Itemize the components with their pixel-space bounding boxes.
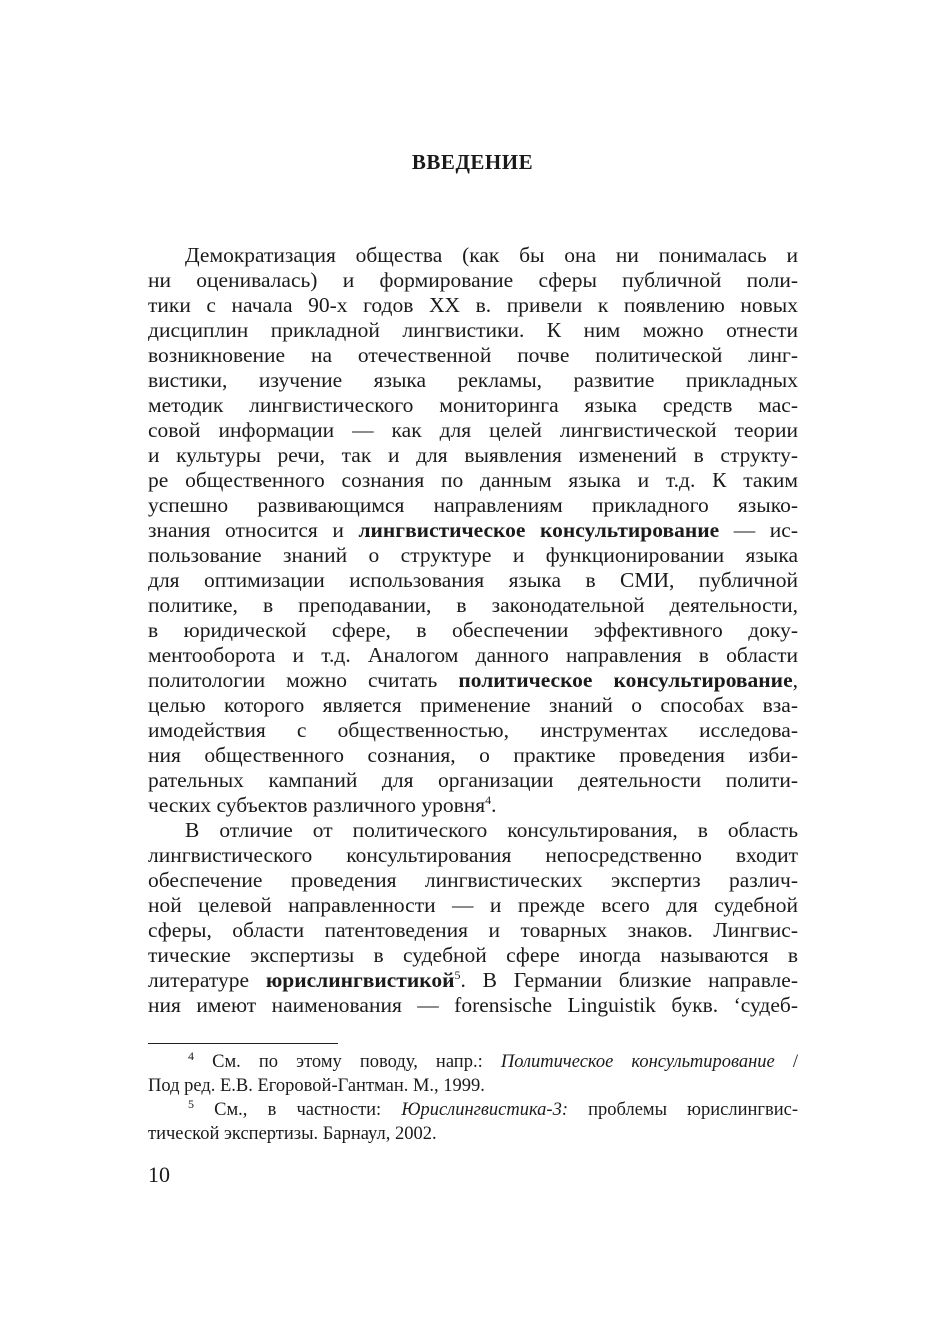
text-line: пользование знаний о структуре и функционировании языка bbox=[148, 543, 798, 567]
text-line: возникновение на отечественной почве политической линг- bbox=[148, 343, 798, 367]
term-jurislinguistics: юрислингвистикой bbox=[265, 968, 455, 992]
footnote-4-continuation: Под ред. Е.В. Егоровой-Гантман. М., 1999. bbox=[148, 1076, 485, 1096]
footnote-text: проблемы юрислингвис- bbox=[567, 1100, 798, 1120]
text-line: для оптимизации использования языка в СМИ, публичной bbox=[148, 568, 798, 592]
footnote-4 bbox=[148, 1050, 798, 1074]
footnote-divider bbox=[148, 1043, 338, 1044]
text-line: ни оценивалась) и формирование сферы публичной поли- bbox=[148, 268, 798, 292]
text-line: лингвистического консультирования непосредственно входит bbox=[148, 843, 798, 867]
text-run: . bbox=[491, 793, 497, 817]
text-line: вистики, изучение языка рекламы, развитие прикладных bbox=[148, 368, 798, 392]
text-line bbox=[148, 518, 798, 543]
text-line: имодействия с общественностью, инструментах исследова- bbox=[148, 718, 798, 742]
text-run: политологии можно считать bbox=[148, 668, 459, 692]
footnote-marker: 5 bbox=[188, 1096, 194, 1111]
text-line: ной целевой направленности — и прежде всего для судебной bbox=[148, 893, 798, 917]
text-run: знания относится и bbox=[148, 518, 359, 542]
footnote-title: Политическое консультирование bbox=[500, 1052, 775, 1072]
text-line: совой информации — как для целей лингвистической теории bbox=[148, 418, 798, 442]
text-line: дисциплин прикладной лингвистики. К ним можно отнести bbox=[148, 318, 798, 342]
text-run: . В Германии близкие направле- bbox=[460, 968, 798, 992]
footnote-ref-4[interactable]: 4 bbox=[485, 792, 492, 807]
text-line: ния имеют наименования — forensische Linguistik букв. ‘судеб- bbox=[148, 993, 798, 1017]
text-run: литературе bbox=[148, 968, 266, 992]
footnote-text: / bbox=[774, 1052, 799, 1072]
text-line: рательных кампаний для организации деятельности полити- bbox=[148, 768, 798, 792]
text-line bbox=[148, 668, 798, 693]
text-line: В отличие от политического консультирования, в область bbox=[185, 818, 798, 842]
text-line: тические экспертизы в судебной сфере иногда называются в bbox=[148, 943, 798, 967]
text-line bbox=[148, 793, 798, 818]
text-line: в юридической сфере, в обеспечении эффективного доку- bbox=[148, 618, 798, 642]
footnote-5 bbox=[148, 1098, 798, 1122]
text-run: , bbox=[792, 668, 798, 692]
text-line: тики с начала 90-х годов XX в. привели к появлению новых bbox=[148, 293, 798, 317]
text-line: ментооборота и т.д. Аналогом данного направления в области bbox=[148, 643, 798, 667]
text-line bbox=[148, 968, 798, 993]
text-run: — ис- bbox=[719, 518, 798, 542]
text-line: успешно развивающимся направлениям прикладного языко- bbox=[148, 493, 798, 517]
chapter-heading: ВВЕДЕНИЕ bbox=[411, 150, 534, 174]
text-line: и культуры речи, так и для выявления изменений в структу- bbox=[148, 443, 798, 467]
text-line: ре общественного сознания по данным языка и т.д. К таким bbox=[148, 468, 798, 492]
main-text bbox=[148, 243, 798, 1018]
text-line: сферы, области патентоведения и товарных знаков. Лингвис- bbox=[148, 918, 798, 942]
footnote-ref-5[interactable]: 5 bbox=[454, 967, 461, 982]
term-political-consulting: политическое консультирование bbox=[458, 668, 793, 692]
text-line: методик лингвистического мониторинга языка средств мас- bbox=[148, 393, 798, 417]
text-line: Демократизация общества (как бы она ни понималась и bbox=[185, 243, 798, 267]
footnotes bbox=[148, 1050, 798, 1146]
text-run: ческих субъектов различного уровня bbox=[148, 793, 486, 817]
text-line: ния общественного сознания, о практике проведения изби- bbox=[148, 743, 798, 767]
footnote-5-continuation: тической экспертизы. Барнаул, 2002. bbox=[148, 1124, 437, 1144]
footnote-text: См., в частности: bbox=[194, 1100, 402, 1120]
text-line: политике, в преподавании, в законодательной деятельности, bbox=[148, 593, 798, 617]
footnote-text: См. по этому поводу, напр.: bbox=[194, 1052, 501, 1072]
footnote-marker: 4 bbox=[188, 1048, 194, 1063]
text-line: обеспечение проведения лингвистических экспертиз различ- bbox=[148, 868, 798, 892]
page-number: 10 bbox=[148, 1162, 170, 1187]
footnote-title: Юрислингвистика-3: bbox=[401, 1100, 568, 1120]
text-line: целью которого является применение знаний о способах вза- bbox=[148, 693, 798, 717]
term-linguistic-consulting: лингвистическое консультирование bbox=[358, 518, 720, 542]
